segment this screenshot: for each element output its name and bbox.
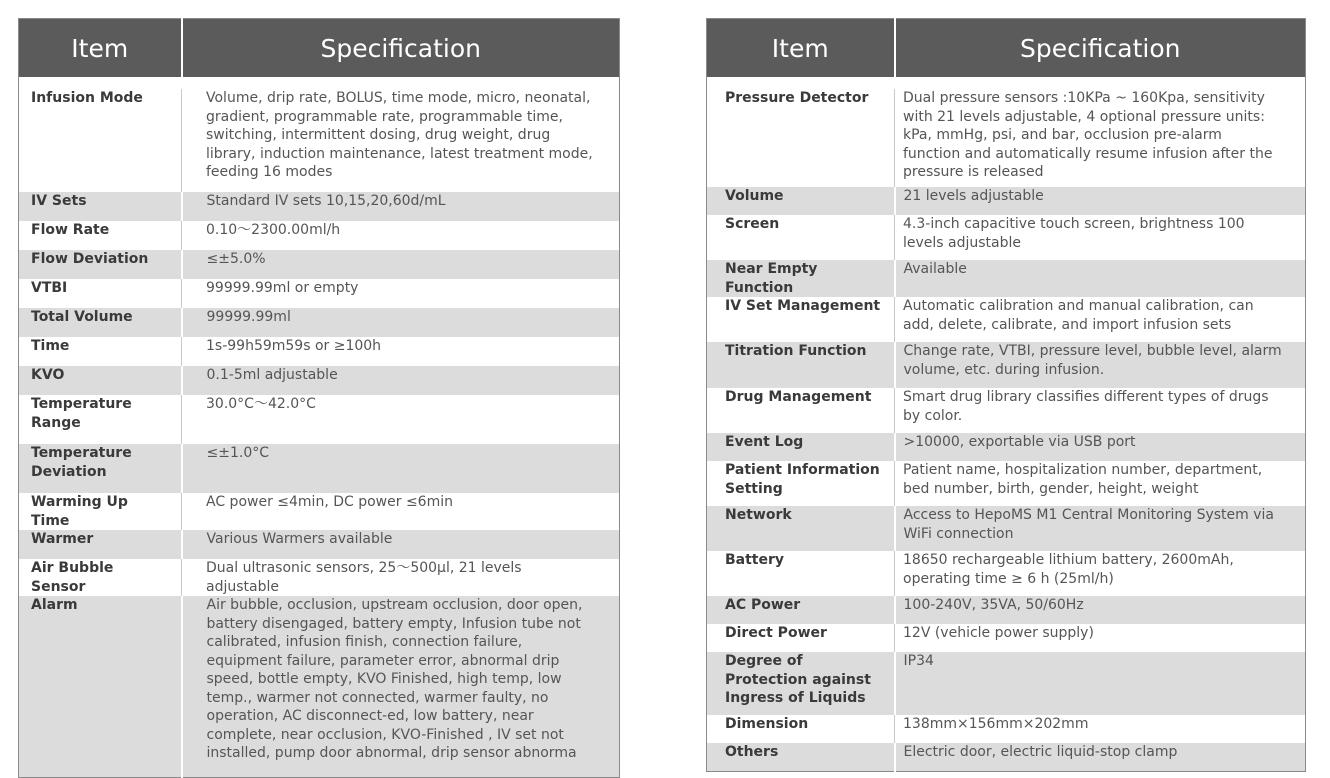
row-label: Volume [707,187,895,215]
table-header-row [19,19,620,78]
table-row [707,461,1306,506]
row-value: Dual pressure sensors :10KPa ~ 160Kpa, sensitivity with 21 levels adjustable, 4 optional pressure units: kPa, mmHg, psi, and bar, occlusion pre-alarm function and automatically resume infusion after the pressure is released [903,90,1273,180]
table-row [707,433,1306,461]
row-label: Screen [707,215,895,260]
row-label: Time [19,337,182,366]
table-row [707,187,1306,215]
table-row [19,192,620,221]
row-value: 30.0°C～42.0°C [206,396,316,412]
row-label: Flow Deviation [19,250,182,279]
row-value: ≤±5.0% [182,250,620,279]
row-value: 18650 rechargeable lithium battery, 2600mAh, operating time ≥ 6 h (25ml/h) [903,552,1234,587]
row-value: 99999.99ml [182,308,620,337]
row-label: Network [707,506,895,551]
row-label: Near Empty Function [707,260,895,297]
row-value: 0.1-5ml adjustable [182,366,620,395]
row-label: Air Bubble Sensor [19,559,182,596]
row-value: 1s-99h59m59s or ≥100h [206,338,382,354]
row-label: Titration Function [707,342,895,388]
row-value: 4.3-inch capacitive touch screen, brightness 100 levels adjustable [903,216,1245,251]
row-label: Drug Management [707,388,895,433]
row-value: Access to HepoMS M1 Central Monitoring System via WiFi connection [895,506,1306,551]
row-value: 99999.99ml or empty [206,280,359,296]
table-row [707,596,1306,624]
table-row [707,297,1306,342]
table-row [19,559,620,596]
row-value: 21 levels adjustable [895,187,1306,215]
row-value: Available [895,260,1306,297]
row-label: Total Volume [19,308,182,337]
table-row [19,337,620,366]
row-value: Dual ultrasonic sensors, 25～500μl, 21 levels adjustable [206,560,522,595]
row-label: Warming Up Time [19,493,182,530]
row-label: Temperature Range [19,395,182,444]
row-label: Patient Information Setting [707,461,895,506]
row-label: AC Power [707,596,895,624]
row-label: IV Sets [19,192,182,221]
row-value: 0.10～2300.00ml/h [206,222,341,238]
table-row [19,395,620,444]
row-label: IV Set Management [707,297,895,342]
row-label: Event Log [707,433,895,461]
header-item: Item [707,19,895,78]
row-label: VTBI [19,279,182,308]
row-value: Air bubble, occlusion, upstream occlusion, door open, battery disengaged, battery empty, Infusion tube not calibrated, infusion finish, connection failure, equipment failure, parameter error, abnormal drip speed, bottle empty, KVO Finished, high temp, low temp., warmer not connected, warmer faulty, no operation, AC disconnect-ed, low battery, near complete, near occlusion, KVO-Finished , IV set not installed, pump door abnormal, drip sensor abnorma [182,596,620,777]
row-value: Change rate, VTBI, pressure level, bubble level, alarm volume, etc. during infusion. [895,342,1306,388]
table-row [707,506,1306,551]
header-specification: Specification [895,19,1306,78]
row-label: KVO [19,366,182,395]
header-specification: Specification [182,19,620,78]
row-label: Pressure Detector [707,89,895,187]
table-row [707,652,1306,715]
table-row [707,215,1306,260]
spec-table-right [706,18,1306,772]
table-row [19,279,620,308]
table-row [19,596,620,777]
table-row [707,624,1306,652]
row-label: Alarm [19,596,182,777]
row-value: IP34 [895,652,1306,715]
row-value: 100-240V, 35VA, 50/60Hz [895,596,1306,624]
row-label: Battery [707,551,895,596]
table-row [19,308,620,337]
row-label: Degree of Protection against Ingress of Liquids [707,652,895,715]
row-label: Dimension [707,715,895,743]
table-row [707,715,1306,743]
row-value: Patient name, hospitalization number, department, bed number, birth, gender, height, weight [903,462,1263,497]
table-row [707,388,1306,433]
row-value: AC power ≤4min, DC power ≤6min [206,494,453,510]
table-row [19,221,620,250]
table-row [707,260,1306,297]
row-value: 138mm×156mm×202mm [903,716,1089,732]
row-value: Standard IV sets 10,15,20,60d/mL [182,192,620,221]
row-value: Smart drug library classifies different types of drugs by color. [903,389,1269,424]
table-row [707,551,1306,596]
row-label: Temperature Deviation [19,444,182,493]
table-header-row [707,19,1306,78]
row-value: Various Warmers available [182,530,620,559]
header-item: Item [19,19,182,78]
table-row [707,342,1306,388]
row-value: Electric door, electric liquid-stop clamp [895,743,1306,771]
row-label: Warmer [19,530,182,559]
row-value: Volume, drip rate, BOLUS, time mode, micro, neonatal, gradient, programmable rate, programmable time, switching, intermittent dosing, drug weight, drug library, induction maintenance, latest treatment mode, feeding 16 modes [206,90,593,180]
table-row [707,743,1306,771]
row-value: >10000, exportable via USB port [895,433,1306,461]
table-row [19,493,620,530]
row-value: Automatic calibration and manual calibration, can add, delete, calibrate, and import infusion sets [903,298,1254,333]
row-value: ≤±1.0°C [182,444,620,493]
row-label: Others [707,743,895,771]
row-label: Flow Rate [19,221,182,250]
table-row [19,366,620,395]
row-label: Infusion Mode [19,89,182,192]
row-label: Direct Power [707,624,895,652]
table-row [19,530,620,559]
row-value: 12V (vehicle power supply) [903,625,1094,641]
table-row [19,444,620,493]
table-row [19,89,620,192]
table-row [707,89,1306,187]
table-row [19,250,620,279]
spec-table-left [18,18,620,778]
